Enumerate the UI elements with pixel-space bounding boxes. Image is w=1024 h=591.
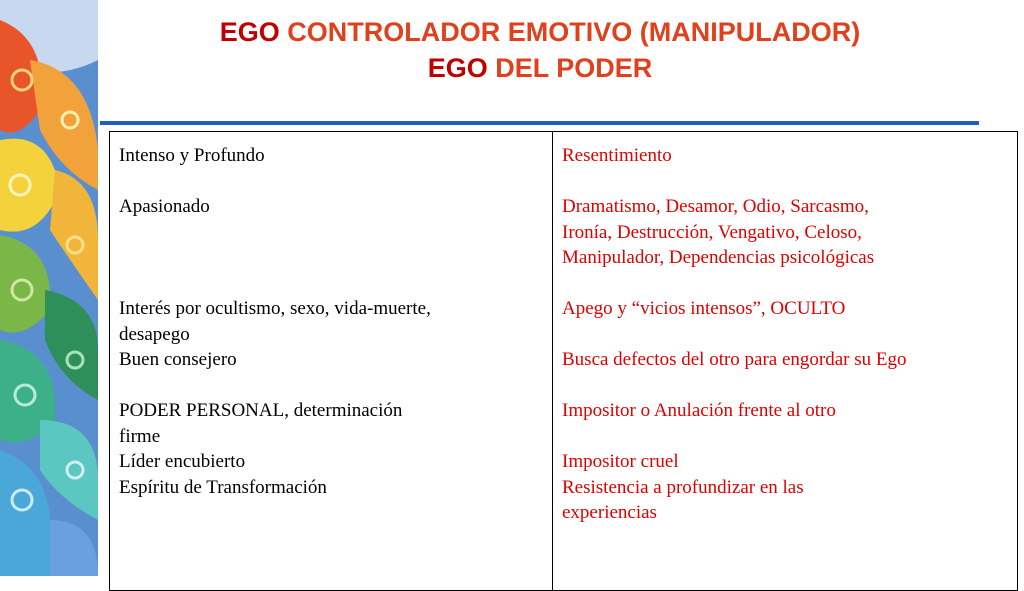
table-right-column <box>552 132 1017 590</box>
slide-title <box>100 14 980 86</box>
table-left-column <box>110 132 551 590</box>
traits-table <box>109 131 1018 591</box>
left-item: firme <box>119 425 161 447</box>
decorative-mandala-art <box>0 0 98 576</box>
left-item: Espíritu de Transformación <box>119 476 327 498</box>
title-line-1 <box>100 14 980 50</box>
title-line-1-rest: CONTROLADOR EMOTIVO (MANIPULADOR) <box>287 17 861 47</box>
left-item: Líder encubierto <box>119 451 246 472</box>
title-line-2 <box>100 50 980 86</box>
right-item: Dramatismo, Desamor, Odio, Sarcasmo, <box>562 196 869 217</box>
right-item: Resentimiento <box>562 145 672 166</box>
title-divider <box>100 121 979 125</box>
left-item: PODER PERSONAL, determinación <box>119 400 403 421</box>
left-item: Buen consejero <box>119 349 237 370</box>
right-item: Impositor o Anulación frente al otro <box>562 400 836 421</box>
right-item: Impositor cruel <box>562 451 679 472</box>
right-item: Apego y “vicios intensos”, OCULTO <box>562 298 846 319</box>
left-item: desapego <box>119 323 190 345</box>
right-item: Busca defectos del otro para engordar su Ego <box>562 349 907 370</box>
left-item: Interés por ocultismo, sexo, vida-muerte, <box>119 298 431 319</box>
left-item: Intenso y Profundo <box>119 145 265 166</box>
right-item: Resistencia a profundizar en las <box>562 476 804 498</box>
right-item: experiencias <box>562 502 657 523</box>
title-line-1-ego: EGO <box>219 17 280 47</box>
right-item: Manipulador, Dependencias psicológicas <box>562 247 875 268</box>
title-line-2-rest: DEL PODER <box>495 53 653 83</box>
left-item: Apasionado <box>119 196 210 217</box>
right-item: Ironía, Destrucción, Vengativo, Celoso, <box>562 221 862 243</box>
title-line-2-ego: EGO <box>427 53 488 83</box>
